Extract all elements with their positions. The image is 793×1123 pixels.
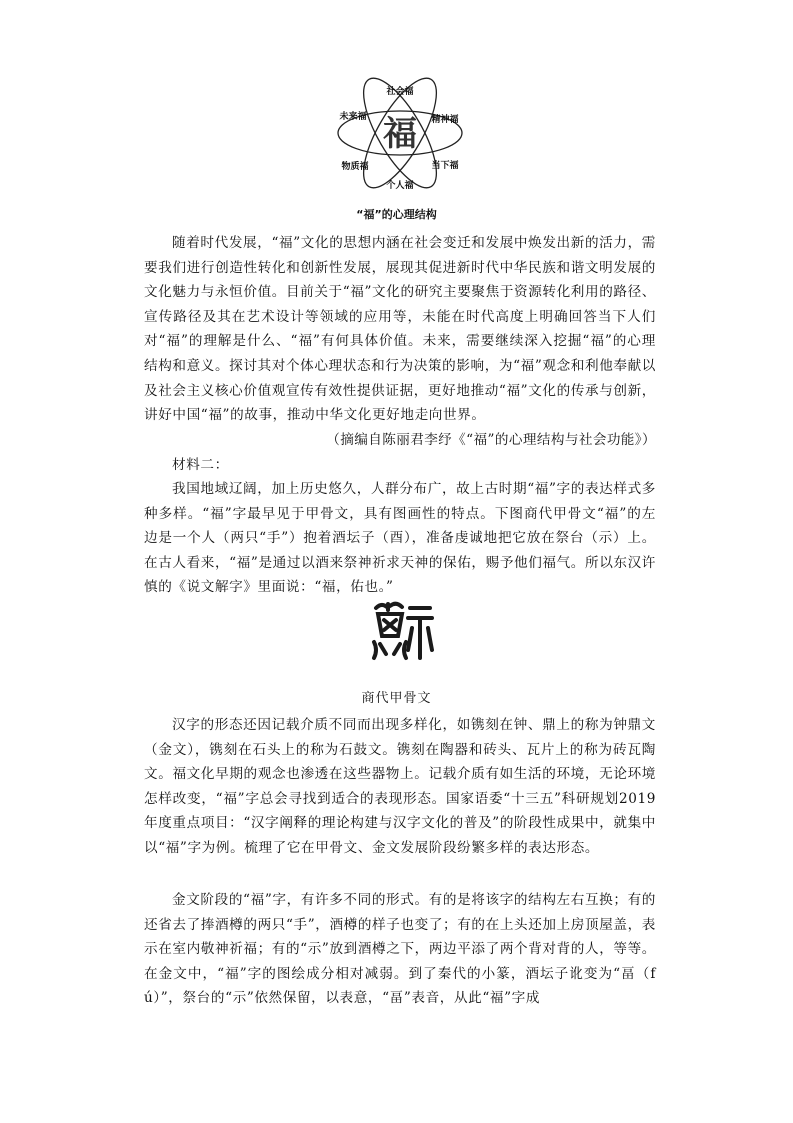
material-two-label: 材料二： <box>172 457 229 473</box>
fu-structure-diagram <box>333 66 467 200</box>
paragraph-1: 随着时代发展，“福”文化的思想内涵在社会变迁和发展中焕发出新的活力，需要我们进行创造性转化和创新性发展，展现其促进新时代中华民族和谐文明发展的文化魅力与永恒价值。目前关于“福”文化的研究主要聚焦于资源转化利用的路径、宣传路径及其在艺术设计等领域的应用等，未能在时代高度上明确回答当下人们对“福”的理解是什么、“福”有何具体价值。未来，需要继续深入挖掘“福”的心理结构和意义。探讨其对个体心理状态和行为决策的影响，为“福”观念和利他奉献以及社会主义核心价值观宣传有效性提供证据，更好地推动“福”文化的传承与创新，讲好中国“福”的故事，推动中华文化更好地走向世界。 <box>144 235 656 424</box>
diagram-center-character: 福 <box>383 114 417 154</box>
paragraph-4: 金文阶段的“福”字，有许多不同的形式。有的是将该字的结构左右互换；有的还省去了捧酒樽的两只“手”，酒樽的样子也变了；有的在上头还加上房顶屋盖，表示在室内敬神祈福；有的“示”放到酒樽之下，两边平添了两个背对背的人，等等。在金文中，“福”字的图绘成分相对减弱。到了秦代的小篆，酒坛子讹变为“畐（fú）”，祭台的“示”依然保留，以表意，“畐”表音，从此“福”字成 <box>144 892 656 1007</box>
paragraph-2: 我国地域辽阔，加上历史悠久，人群分布广，故上古时期“福”字的表达样式多种多样。“福”字最早见于甲骨文，具有图画性的特点。下图商代甲骨文“福”的左边是一个人（两只“手”）抱着酒坛子（酉），准备虔诚地把它放在祭台（示）上。在古人看来，“福”是通过以酒来祭神祈求天神的保佑，赐予他们福气。所以东汉许慎的《说文解字》里面说：“福，佑也。” <box>144 481 656 596</box>
oracle-bone-fu-glyph <box>368 598 434 662</box>
label-social-fu: 社会福 <box>386 87 414 97</box>
glyph-caption: 商代甲骨文 <box>361 691 432 706</box>
label-future-fu: 未来福 <box>339 112 367 122</box>
oracle-bone-fu-illustration <box>368 598 434 662</box>
label-spiritual-fu: 精神福 <box>431 115 459 125</box>
diagram-svg <box>333 66 467 200</box>
label-present-fu: 当下福 <box>431 161 459 171</box>
source-citation: （摘编自陈丽君李纾《“福”的心理结构与社会功能》） <box>326 432 656 448</box>
paragraph-3: 汉字的形态还因记载介质不同而出现多样化，如镌刻在钟、鼎上的称为钟鼎文（金文），镌刻在石头上的称为石鼓文。镌刻在陶器和砖头、瓦片上的称为砖瓦陶文。福文化早期的观念也渗透在这些器物上。记载介质有如生活的环境，无论环境怎样改变，“福”字总会寻找到适合的表现形态。国家语委“十三五”科研规划2019年度重点项目：“汉字阐释的理论构建与汉字文化的普及”的阶段性成果中，就集中以“福”字为例。梳理了它在甲骨文、金文发展阶段纷繁多样的表达形态。 <box>144 717 656 856</box>
label-personal-fu: 个人福 <box>386 181 414 191</box>
diagram-caption: “福”的心理结构 <box>356 208 437 221</box>
label-material-fu: 物质福 <box>341 162 369 172</box>
